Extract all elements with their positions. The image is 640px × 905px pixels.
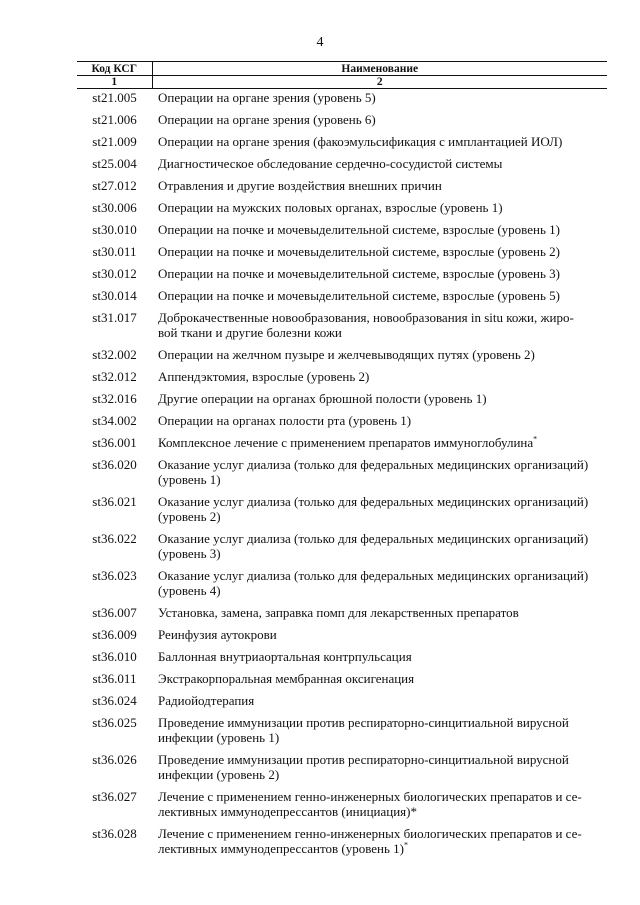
ksg-name-line: Экстракорпоральная мембранная оксигенация [158,671,415,686]
ksg-name-line: инфекции (уровень 2) [158,767,280,782]
ksg-name-line: Операции на почке и мочевыделительной системе, взрослые (уровень 3) [158,266,560,281]
footnote-marker: * [533,434,538,444]
ksg-code: st30.011 [92,244,137,259]
ksg-name [152,623,607,645]
table-row [77,431,607,453]
ksg-name [152,645,607,667]
ksg-name-line: вой ткани и другие болезни кожи [158,325,342,340]
ksg-code: st30.006 [92,200,137,215]
header-code: Код КСГ [77,62,152,76]
ksg-name-line: Оказание услуг диализа (только для федеральных медицинских организаций) [158,494,589,509]
ksg-name [152,306,607,343]
table-row [77,89,607,109]
ksg-name [152,174,607,196]
ksg-name-line: инфекции (уровень 1) [158,730,280,745]
table-row [77,240,607,262]
ksg-name-line: Проведение иммунизации против респираторно-синцитиальной вирусной [158,715,569,730]
ksg-name-line: (уровень 1) [158,472,221,487]
table-row [77,284,607,306]
ksg-name [152,490,607,527]
table-row [77,262,607,284]
ksg-name-line: Операции на органе зрения (уровень 5) [158,90,376,105]
ksg-code: st25.004 [92,156,137,171]
table-row [77,527,607,564]
ksg-name-line: Установка, замена, заправка помп для лекарственных препаратов [158,605,519,620]
ksg-name-line: Оказание услуг диализа (только для федеральных медицинских организаций) [158,457,589,472]
ksg-code: st32.016 [92,391,137,406]
ksg-name [152,130,607,152]
ksg-name-line: Лечение с применением генно-инженерных биологических препаратов и се- [158,789,582,804]
column-number-code: 1 [77,76,152,89]
ksg-name [152,387,607,409]
ksg-name [152,527,607,564]
ksg-name [152,453,607,490]
ksg-code: st36.007 [92,605,137,620]
table-row [77,564,607,601]
table-row [77,343,607,365]
ksg-name-line: Комплексное лечение с применением препаратов иммуноглобулина [158,435,534,450]
ksg-name-line: Операции на органах полости рта (уровень 1) [158,413,412,428]
ksg-name-line: Отравления и другие воздействия внешних причин [158,178,442,193]
ksg-name [152,748,607,785]
ksg-name-line: Операции на почке и мочевыделительной системе, взрослые (уровень 2) [158,244,560,259]
ksg-name-line: лективных иммунодепрессантов (инициация)* [158,804,417,819]
table-header-row [77,62,607,76]
ksg-name [152,196,607,218]
ksg-name-line: Лечение с применением генно-инженерных биологических препаратов и се- [158,826,582,841]
ksg-name-line: Реинфузия аутокрови [158,627,277,642]
ksg-code: st36.009 [92,627,137,642]
ksg-name [152,152,607,174]
table-row [77,409,607,431]
ksg-code: st36.011 [92,671,137,686]
table-body [77,89,607,860]
ksg-code: st32.012 [92,369,137,384]
ksg-code: st30.010 [92,222,137,237]
ksg-code: st36.023 [92,568,137,583]
header-name: Наименование [152,62,607,76]
ksg-name-line: лективных иммунодепрессантов (уровень 1) [158,841,404,856]
ksg-name-line: Операции на органе зрения (факоэмульсификация с имплантацией ИОЛ) [158,134,563,149]
table-row [77,490,607,527]
ksg-code: st36.022 [92,531,137,546]
ksg-name [152,365,607,387]
ksg-code: st36.027 [92,789,137,804]
ksg-name-line: Операции на органе зрения (уровень 6) [158,112,376,127]
ksg-name-line: (уровень 3) [158,546,221,561]
ksg-name [152,822,607,859]
ksg-code: st21.009 [92,134,137,149]
footnote-marker: * [404,840,408,850]
ksg-name-line: Радиойодтерапия [158,693,255,708]
ksg-name [152,689,607,711]
table-row [77,645,607,667]
ksg-name [152,409,607,431]
ksg-name [152,601,607,623]
ksg-name-line: Другие операции на органах брюшной полости (уровень 1) [158,391,487,406]
ksg-code: st36.026 [92,752,137,767]
ksg-name-line: Оказание услуг диализа (только для федеральных медицинских организаций) [158,531,589,546]
ksg-code: st31.017 [92,310,137,325]
table-row [77,218,607,240]
table-row [77,748,607,785]
table-row [77,152,607,174]
ksg-name [152,240,607,262]
ksg-name-line: Диагностическое обследование сердечно-сосудистой системы [158,156,503,171]
ksg-code: st36.010 [92,649,137,664]
ksg-code: st21.005 [92,90,137,105]
ksg-name [152,218,607,240]
table-row [77,453,607,490]
ksg-code: st36.020 [92,457,137,472]
column-number-row [77,76,607,89]
ksg-name [152,343,607,365]
ksg-name [152,108,607,130]
ksg-code: st36.001 [92,435,137,450]
table-row [77,822,607,859]
ksg-name-line: Доброкачественные новообразования, новообразования in situ кожи, жиро- [158,310,574,325]
ksg-code: st21.006 [92,112,137,127]
ksg-name-line: Операции на почке и мочевыделительной системе, взрослые (уровень 5) [158,288,560,303]
ksg-name-line: Операции на почке и мочевыделительной системе, взрослые (уровень 1) [158,222,560,237]
ksg-name-line: (уровень 4) [158,583,221,598]
ksg-code: st30.014 [92,288,137,303]
ksg-name [152,284,607,306]
ksg-code: st30.012 [92,266,137,281]
ksg-name-line: Операции на желчном пузыре и желчевыводящих путях (уровень 2) [158,347,535,362]
ksg-code: st36.028 [92,826,137,841]
ksg-code: st27.012 [92,178,137,193]
ksg-name-line: Оказание услуг диализа (только для федеральных медицинских организаций) [158,568,589,583]
table-row [77,306,607,343]
ksg-name [152,431,607,453]
table-row [77,601,607,623]
table-row [77,785,607,822]
ksg-code: st36.021 [92,494,137,509]
ksg-name-line: Проведение иммунизации против респираторно-синцитиальной вирусной [158,752,569,767]
ksg-name [152,89,607,109]
table-row [77,108,607,130]
table-row [77,387,607,409]
ksg-name [152,711,607,748]
ksg-name-line: Операции на мужских половых органах, взрослые (уровень 1) [158,200,503,215]
ksg-code: st34.002 [92,413,137,428]
table-row [77,365,607,387]
ksg-code: st32.002 [92,347,137,362]
ksg-name-line: (уровень 2) [158,509,221,524]
table-row [77,689,607,711]
ksg-name-line: Аппендэктомия, взрослые (уровень 2) [158,369,370,384]
table-row [77,196,607,218]
table-row [77,667,607,689]
ksg-table [77,61,607,859]
ksg-name [152,785,607,822]
table-row [77,174,607,196]
page-number: 4 [316,35,324,50]
table-row [77,623,607,645]
column-number-name: 2 [152,76,607,89]
table-row [77,130,607,152]
ksg-name [152,667,607,689]
ksg-name [152,262,607,284]
table-row [77,711,607,748]
ksg-code: st36.025 [92,715,137,730]
ksg-code: st36.024 [92,693,137,708]
ksg-name-line: Баллонная внутриаортальная контрпульсация [158,649,412,664]
ksg-name [152,564,607,601]
